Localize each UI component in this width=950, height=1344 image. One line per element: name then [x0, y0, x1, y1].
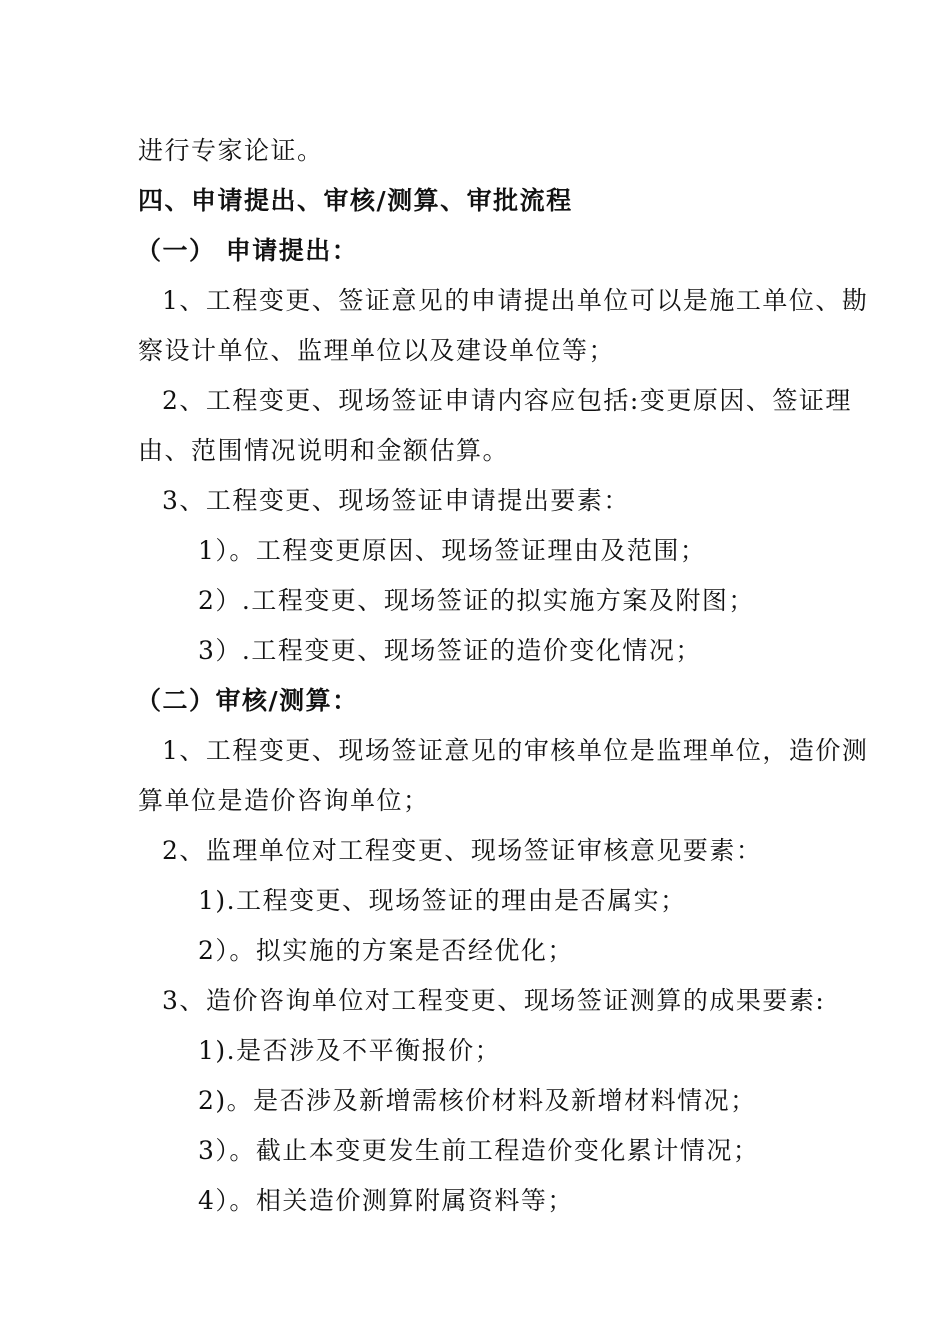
text-line-13: 1、工程变更、现场签证意见的审核单位是监理单位，造价测 — [162, 736, 869, 765]
text-line-7: 由、范围情况说明和金额估算。 — [138, 436, 510, 465]
text-line-4: 1、工程变更、签证意见的申请提出单位可以是施工单位、勘 — [162, 286, 869, 315]
text-line-18: 3、造价咨询单位对工程变更、现场签证测算的成果要素: — [162, 986, 826, 1015]
text-line-6: 2、工程变更、现场签证申请内容应包括:变更原因、签证理 — [162, 386, 852, 415]
text-line-17: 2）。拟实施的方案是否经优化； — [198, 936, 574, 965]
subsection-heading-2: （二）审核/测算： — [136, 686, 359, 715]
text-line-1: 进行专家论证。 — [138, 136, 324, 165]
text-line-22: 4）。相关造价测算附属资料等； — [198, 1186, 574, 1215]
text-line-9: 1）。工程变更原因、现场签证理由及范围； — [198, 536, 707, 565]
text-line-15: 2、监理单位对工程变更、现场签证审核意见要素： — [162, 836, 763, 865]
text-line-21: 3）。截止本变更发生前工程造价变化累计情况； — [198, 1136, 760, 1165]
text-line-14: 算单位是造价咨询单位； — [138, 786, 430, 815]
section-heading-4: 四、申请提出、审核/测算、审批流程 — [138, 186, 573, 215]
text-line-16: 1).工程变更、现场签证的理由是否属实； — [198, 886, 687, 915]
text-line-11: 3）.工程变更、现场签证的造价变化情况； — [198, 636, 702, 665]
text-line-5: 察设计单位、监理单位以及建设单位等； — [138, 336, 616, 365]
text-line-10: 2）.工程变更、现场签证的拟实施方案及附图； — [198, 586, 755, 615]
text-line-19: 1).是否涉及不平衡报价； — [198, 1036, 502, 1065]
text-line-20: 2)。是否涉及新增需核价材料及新增材料情况； — [198, 1086, 757, 1115]
text-line-8: 3、工程变更、现场签证申请提出要素： — [162, 486, 630, 515]
subsection-heading-1: （一） 申请提出： — [136, 236, 359, 265]
